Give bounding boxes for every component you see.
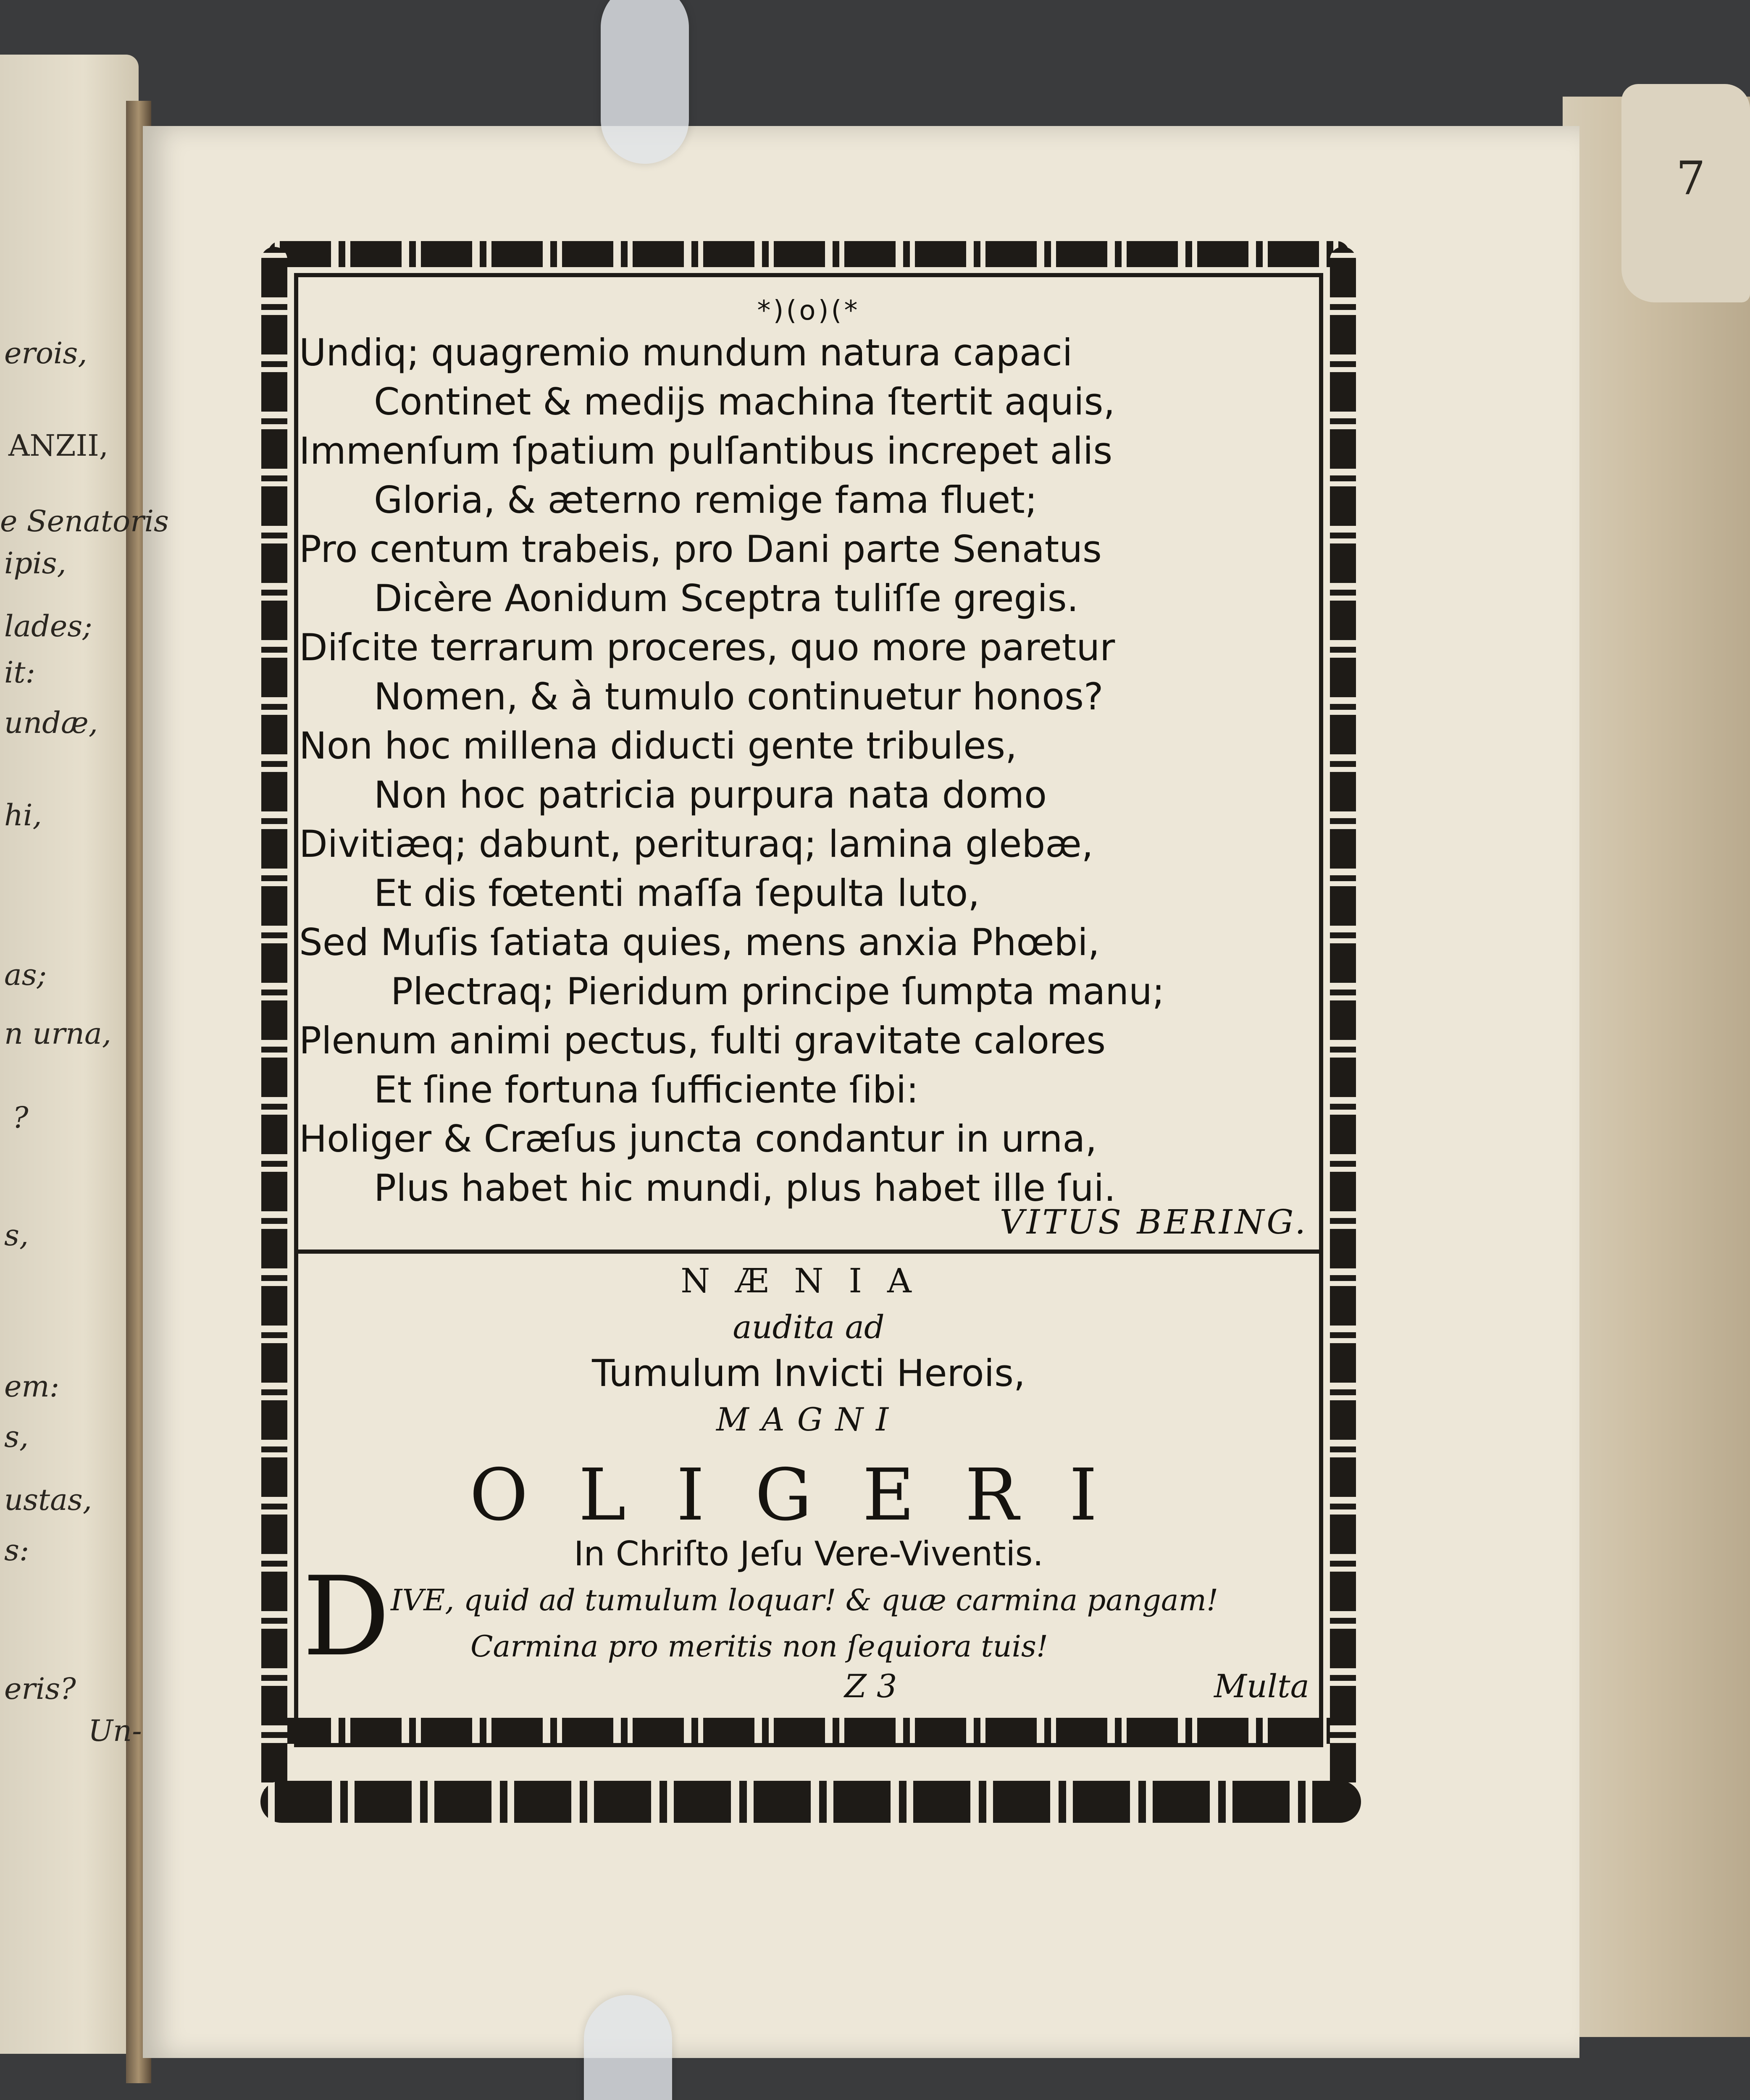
left-fragment: hi,	[4, 798, 42, 832]
poem-line: Immenſum ſpatium pulſantibus increpet alis	[299, 429, 1113, 472]
poem-line: Plectraq; Pieridum principe ſumpta manu;	[391, 970, 1165, 1013]
frame-ornament-top	[268, 241, 1349, 267]
left-fragment: eris?	[4, 1672, 76, 1706]
left-fragment: Un-	[88, 1714, 142, 1748]
naenia-subtitle: audita ad	[733, 1308, 885, 1346]
final-line: IVE, quid ad tumulum loquar! & quæ carmina pangam!	[391, 1583, 1219, 1617]
poem-signature: VITUS BERING.	[1000, 1202, 1308, 1242]
poem-line: Diſcite terrarum proceres, quo more paretur	[299, 626, 1115, 669]
left-fragment: em:	[4, 1369, 60, 1404]
poem-line: Plus habet hic mundi, plus habet ille ſui.	[374, 1166, 1116, 1210]
poem-line: Dicère Aonidum Sceptra tuliſſe gregis.	[374, 577, 1079, 620]
poem-line: Holiger & Cræſus juncta condantur in urna,	[299, 1117, 1097, 1160]
left-fragment: as;	[4, 958, 47, 992]
left-fragment: s,	[4, 1420, 29, 1454]
frame-ornament-left	[261, 247, 287, 1794]
poem-line: Plenum animi pectus, fulti gravitate calores	[299, 1019, 1106, 1062]
naenia-title: NÆNIA	[681, 1261, 937, 1300]
frame-ornament-right	[1330, 247, 1356, 1794]
poem-line: Et dis fœtenti maſſa ſepulta luto,	[374, 872, 980, 915]
left-fragment: n urna,	[4, 1016, 111, 1051]
poem-line: Et ſine fortuna ſufficiente ſibi:	[374, 1068, 919, 1111]
page-clip-bottom	[584, 1995, 672, 2100]
poem-line: Pro centum trabeis, pro Dani parte Senatus	[299, 528, 1102, 571]
christo-line: In Chriſto Jeſu Vere-Viventis.	[574, 1534, 1043, 1573]
final-line: Carmina pro meritis non ſequiora tuis!	[470, 1629, 1048, 1664]
poem-line: Nomen, & à tumulo continuetur honos?	[374, 675, 1104, 718]
left-fragment: erois,	[4, 336, 87, 370]
signature-mark: Z 3	[844, 1667, 897, 1705]
poem-line: Gloria, & æterno remige fama fluet;	[374, 478, 1038, 522]
left-fragment: undæ,	[4, 706, 98, 740]
left-fragment: lades;	[4, 609, 92, 643]
oligeri-name: OLIGERI	[469, 1454, 1148, 1537]
heading-ornament: *)(o)(*	[757, 295, 860, 326]
tumulum-line: Tumulum Invicti Herois,	[592, 1352, 1025, 1395]
bottom-ornament-band	[260, 1781, 1361, 1823]
left-fragment: s:	[4, 1533, 29, 1567]
left-fragment: ?	[13, 1100, 29, 1135]
left-fragment: ANZII,	[8, 428, 108, 463]
left-fragment: s,	[4, 1218, 29, 1252]
poem-line: Divitiæq; dabunt, perituraq; lamina glebæ,	[299, 822, 1093, 866]
poem-line: Non hoc patricia purpura nata domo	[374, 773, 1047, 816]
drop-cap: D	[302, 1554, 390, 1680]
left-fragment: it:	[4, 655, 36, 690]
left-fragment: ustas,	[4, 1483, 92, 1517]
corner-mark: 7	[1676, 151, 1705, 205]
magni-label: MAGNI	[716, 1401, 901, 1438]
section-divider	[294, 1250, 1323, 1254]
left-fragment: e Senatoris	[0, 504, 169, 538]
poem-line: Continet & medijs machina ſtertit aquis,	[374, 380, 1115, 423]
poem-line: Non hoc millena diducti gente tribules,	[299, 724, 1017, 767]
poem-line: Sed Muſis ſatiata quies, mens anxia Phœbi,	[299, 921, 1100, 964]
left-fragment: ipis,	[4, 546, 66, 580]
catchword: Multa	[1214, 1667, 1309, 1705]
page-stack-edge	[1563, 97, 1750, 2037]
poem-line: Undiq; quagremio mundum natura capaci	[299, 331, 1073, 374]
page-clip-top	[601, 0, 689, 164]
